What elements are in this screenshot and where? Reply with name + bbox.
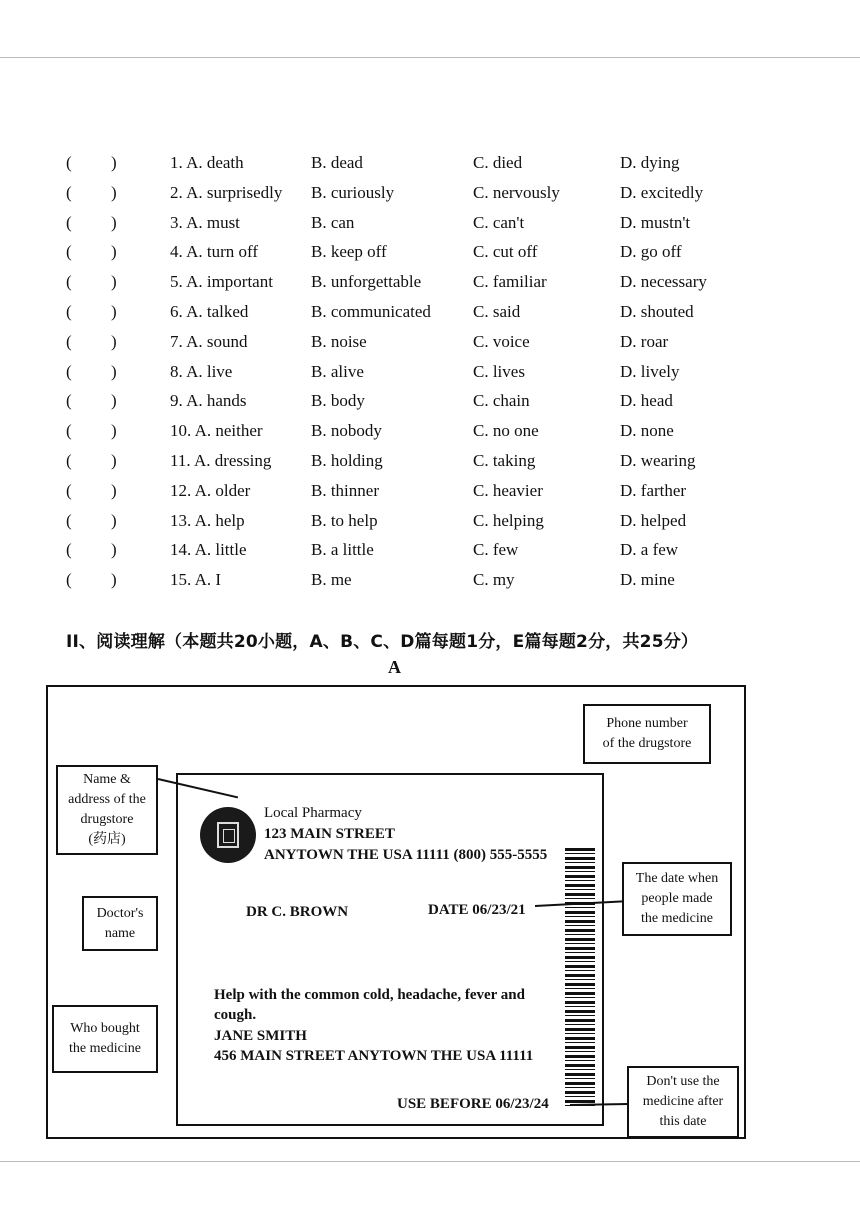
answer-paren-open: ( [66, 213, 72, 232]
answer-paren-close: ) [111, 153, 117, 172]
option-b: B. curiously [311, 183, 395, 202]
option-d: D. mine [620, 570, 675, 589]
label-name-address [56, 765, 158, 855]
answer-paren-open: ( [66, 242, 72, 261]
option-a-text: A. turn off [186, 242, 258, 261]
answer-paren-close: ) [111, 570, 117, 589]
option-a-text: A. death [186, 153, 244, 172]
question-number: 12. [170, 481, 192, 500]
question-row [0, 212, 860, 242]
option-c: C. heavier [473, 481, 543, 500]
option-c: C. helping [473, 511, 544, 530]
option-b: B. me [311, 570, 352, 589]
question-number: 10. [170, 421, 192, 440]
question-row [0, 450, 860, 480]
question-row [0, 331, 860, 361]
label-made-line-3: the medicine [641, 911, 713, 926]
answer-paren-open: ( [66, 391, 72, 410]
option-a [170, 301, 248, 323]
option-a [170, 331, 247, 353]
label-dont-line-1: Don't use the [646, 1074, 720, 1089]
doctor-name: DR C. BROWN [246, 904, 349, 920]
option-b: B. a little [311, 540, 374, 559]
top-divider [0, 57, 860, 58]
option-c: C. lives [473, 362, 525, 381]
option-b: B. body [311, 391, 365, 410]
option-c: C. cut off [473, 242, 538, 261]
question-number: 8. [170, 362, 183, 381]
option-d: D. mustn't [620, 213, 691, 232]
answer-paren-close: ) [111, 302, 117, 321]
label-dont-line-2: medicine after [642, 1094, 724, 1109]
answer-paren-close: ) [111, 242, 117, 261]
question-number: 15. [170, 570, 192, 589]
usage-line-2: cough. [214, 1007, 257, 1023]
option-a [170, 420, 263, 442]
option-c: C. died [473, 153, 523, 172]
option-b: B. keep off [311, 242, 387, 261]
question-number: 13. [170, 511, 192, 530]
pharmacy-street: 123 MAIN STREET [264, 826, 395, 842]
option-b: B. to help [311, 511, 378, 530]
option-a-text: A. I [194, 570, 222, 589]
question-number: 2. [170, 183, 183, 202]
option-d: D. go off [620, 242, 682, 261]
answer-paren-close: ) [111, 213, 117, 232]
answer-paren-close: ) [111, 183, 117, 202]
option-c: C. my [473, 570, 515, 589]
option-b: B. thinner [311, 481, 379, 500]
label-buyer-line-2: the medicine [69, 1041, 141, 1056]
option-a-text: A. talked [186, 302, 249, 321]
option-d: D. wearing [620, 451, 696, 470]
question-row [0, 152, 860, 182]
patient-name: JANE SMITH [214, 1028, 307, 1044]
option-c: C. can't [473, 213, 525, 232]
question-number: 7. [170, 332, 183, 351]
option-c: C. few [473, 540, 519, 559]
option-b: B. noise [311, 332, 367, 351]
pharmacy-name: Local Pharmacy [264, 805, 362, 821]
answer-paren-close: ) [111, 451, 117, 470]
label-date-made [622, 862, 732, 936]
answer-paren-open: ( [66, 302, 72, 321]
option-c: C. said [473, 302, 521, 321]
option-a-text: A. must [186, 213, 240, 232]
option-a [170, 539, 247, 561]
label-doctor-line-2: name [104, 925, 136, 941]
usage-line-1: Help with the common cold, headache, fever and [214, 987, 525, 1003]
option-c: C. familiar [473, 272, 547, 291]
option-a [170, 361, 232, 383]
option-b: B. unforgettable [311, 272, 422, 291]
option-a [170, 390, 247, 412]
option-d: D. necessary [620, 272, 707, 291]
option-a [170, 152, 244, 174]
option-c: C. chain [473, 391, 530, 410]
label-dont-line-3: this date [659, 1114, 707, 1129]
answer-paren-open: ( [66, 451, 72, 470]
option-a [170, 271, 273, 293]
option-d: D. roar [620, 332, 669, 351]
option-b: B. nobody [311, 421, 382, 440]
answer-paren-close: ) [111, 540, 117, 559]
bottom-divider [0, 1161, 860, 1162]
question-row [0, 301, 860, 331]
label-who-bought [52, 1005, 158, 1073]
question-row [0, 361, 860, 391]
answer-paren-open: ( [66, 540, 72, 559]
option-a [170, 450, 271, 472]
label-buyer-line-1: Who bought [70, 1021, 140, 1036]
answer-paren-close: ) [111, 511, 117, 530]
question-number: 9. [170, 391, 183, 410]
label-phone-line-2: of the drugstore [602, 736, 692, 751]
label-name-line-1: Name & [83, 772, 131, 787]
answer-paren-open: ( [66, 362, 72, 381]
label-phone-number [583, 704, 711, 764]
option-b: B. dead [311, 153, 363, 172]
answer-paren-close: ) [111, 481, 117, 500]
answer-paren-open: ( [66, 570, 72, 589]
question-row [0, 569, 860, 599]
pharmacy-city-phone: ANYTOWN THE USA 11111 (800) 555-5555 [264, 847, 548, 863]
question-number: 11. [170, 451, 191, 470]
option-a [170, 510, 245, 532]
option-d: D. a few [620, 540, 679, 559]
question-row [0, 390, 860, 420]
section-title: II、阅读理解（本题共20小题，A、B、C、D篇每题1分，E篇每题2分，共25分） [66, 632, 699, 652]
option-c: C. no one [473, 421, 539, 440]
answer-paren-close: ) [111, 362, 117, 381]
question-row [0, 420, 860, 450]
label-name-line-2: address of the [68, 792, 146, 807]
option-a-text: A. sound [186, 332, 248, 351]
answer-paren-open: ( [66, 272, 72, 291]
option-b: B. holding [311, 451, 383, 470]
question-row [0, 480, 860, 510]
option-d: D. dying [620, 153, 680, 172]
option-a-text: A. little [194, 540, 247, 559]
option-a-text: A. hands [186, 391, 247, 410]
label-name-line-3: drugstore [80, 812, 134, 827]
pharmacy-logo-icon [200, 807, 256, 863]
answer-paren-open: ( [66, 421, 72, 440]
label-doctor-line-1: Doctor's [96, 905, 144, 921]
answer-paren-open: ( [66, 153, 72, 172]
option-a [170, 182, 282, 204]
answer-paren-close: ) [111, 332, 117, 351]
answer-paren-open: ( [66, 332, 72, 351]
patient-address: 456 MAIN STREET ANYTOWN THE USA 11111 [214, 1048, 534, 1064]
barcode-icon [565, 848, 595, 1108]
question-number: 5. [170, 272, 183, 291]
answer-paren-open: ( [66, 511, 72, 530]
label-name-line-4: (药店) [88, 832, 126, 847]
option-a [170, 241, 258, 263]
option-d: D. helped [620, 511, 687, 530]
passage-letter: A [388, 657, 401, 677]
answer-paren-close: ) [111, 421, 117, 440]
question-row [0, 539, 860, 569]
answer-paren-close: ) [111, 391, 117, 410]
option-b: B. alive [311, 362, 364, 381]
option-a-text: A. dressing [193, 451, 272, 470]
option-c: C. taking [473, 451, 536, 470]
option-c: C. voice [473, 332, 530, 351]
answer-paren-close: ) [111, 272, 117, 291]
label-made-line-1: The date when [635, 871, 719, 886]
option-a-text: A. live [186, 362, 233, 381]
question-row [0, 271, 860, 301]
option-a [170, 480, 250, 502]
option-d: D. none [620, 421, 674, 440]
question-row [0, 510, 860, 540]
label-made-line-2: people made [641, 891, 713, 906]
option-d: D. head [620, 391, 673, 410]
label-phone-line-1: Phone number [606, 716, 688, 731]
option-b: B. communicated [311, 302, 431, 321]
question-row [0, 241, 860, 271]
answer-paren-open: ( [66, 183, 72, 202]
option-a [170, 569, 221, 591]
answer-paren-open: ( [66, 481, 72, 500]
label-doctor-name [82, 896, 158, 951]
option-a-text: A. important [186, 272, 273, 291]
option-d: D. shouted [620, 302, 694, 321]
label-dont-use-after [627, 1066, 739, 1138]
option-d: D. farther [620, 481, 687, 500]
option-a [170, 212, 240, 234]
option-c: C. nervously [473, 183, 560, 202]
question-number: 1. [170, 153, 183, 172]
question-number: 14. [170, 540, 192, 559]
option-a-text: A. neither [194, 421, 263, 440]
prescription-date: DATE 06/23/21 [428, 902, 526, 918]
question-number: 4. [170, 242, 183, 261]
option-a-text: A. older [194, 481, 251, 500]
question-number: 6. [170, 302, 183, 321]
option-a-text: A. surprisedly [186, 183, 283, 202]
option-d: D. excitedly [620, 183, 704, 202]
use-before-date: USE BEFORE 06/23/24 [397, 1096, 549, 1112]
option-a-text: A. help [194, 511, 245, 530]
question-row [0, 182, 860, 212]
option-b: B. can [311, 213, 355, 232]
option-d: D. lively [620, 362, 680, 381]
question-number: 3. [170, 213, 183, 232]
